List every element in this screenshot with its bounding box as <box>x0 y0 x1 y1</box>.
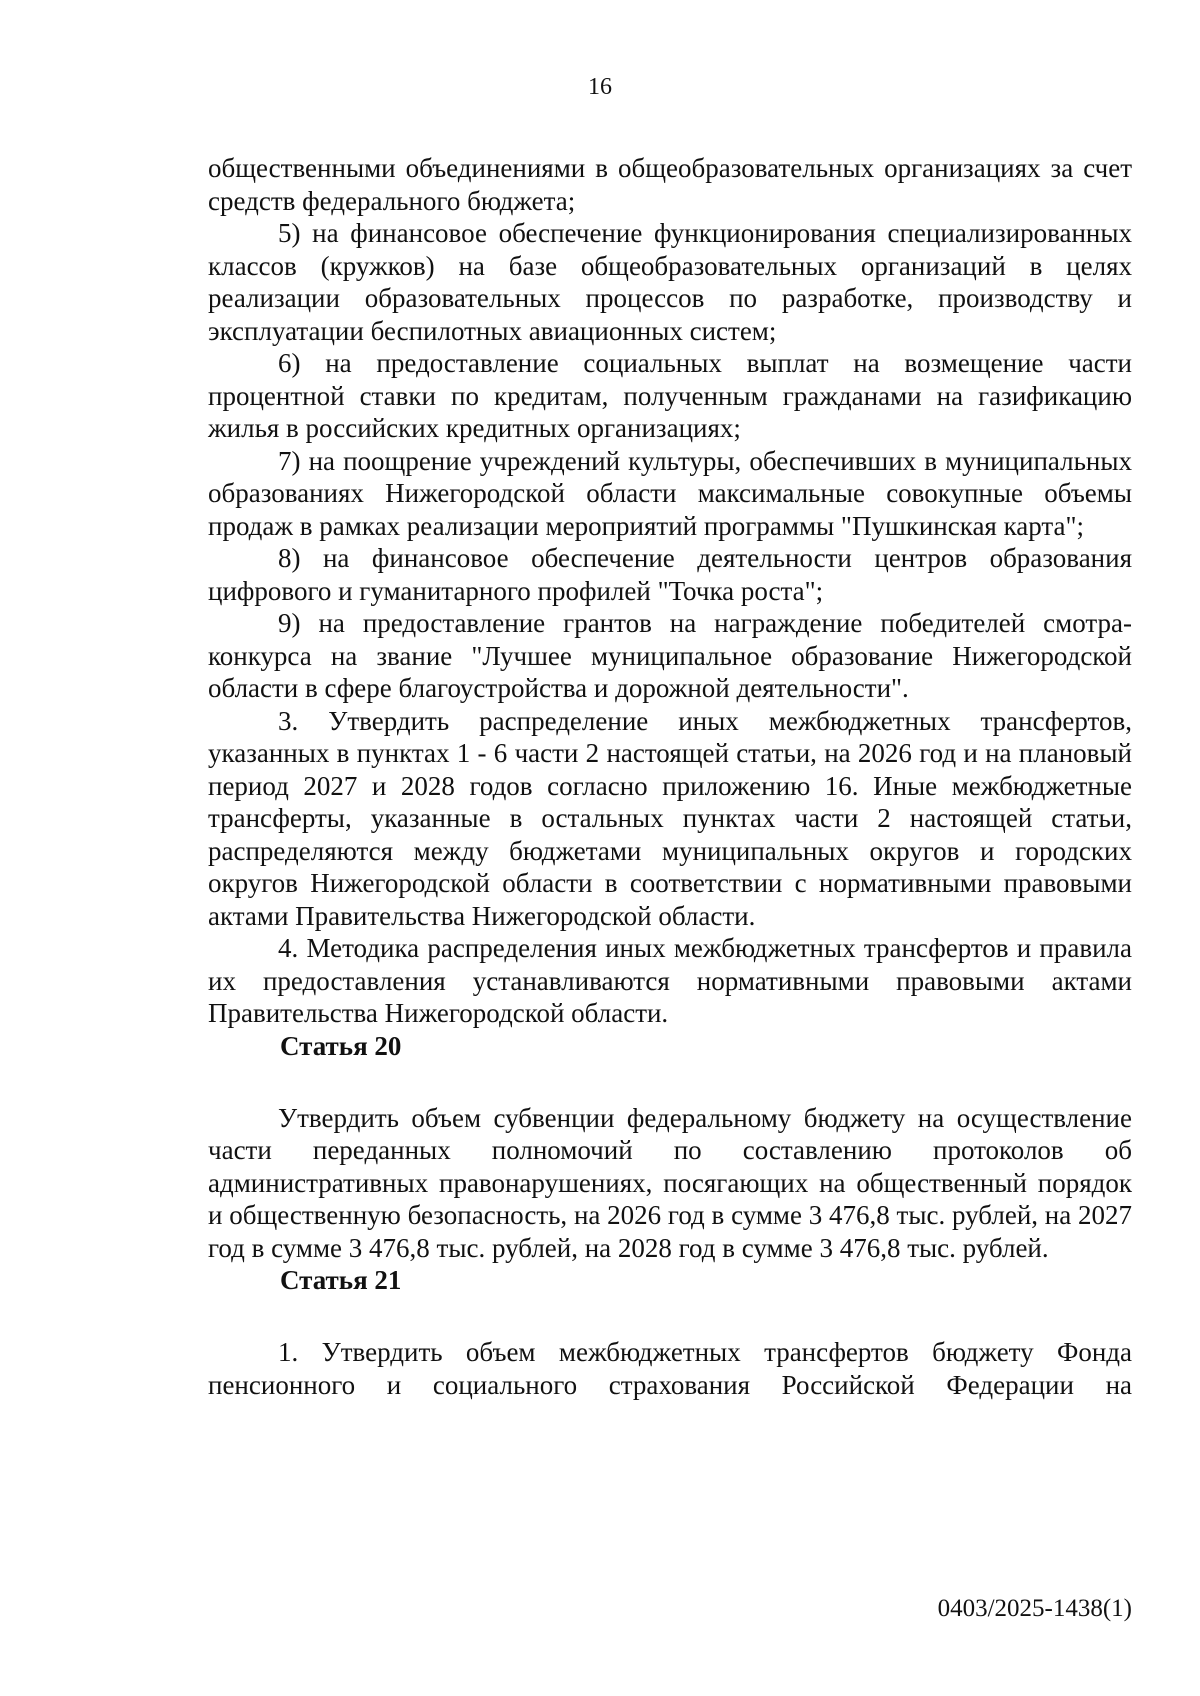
article-21-heading: Статья 21 <box>280 1265 402 1295</box>
list-item-9: 9) на предоставление грантов на награждение победителей смотра-конкурса на звание "Лучшее муниципальное образование Нижегородской области в сфере благоустройства и дорожной деятельности". <box>208 608 1132 703</box>
document-body <box>208 152 1132 1401</box>
list-item-7: 7) на поощрение учреждений культуры, обеспечивших в муниципальных образованиях Нижегородской области максимальные совокупные объемы продаж в рамках реализации мероприятий программы "Пушкинская карта"; <box>208 445 1132 541</box>
paragraph-continuation: общественными объединениями в общеобразовательных организациях за счет средств федерального бюджета; <box>208 153 1132 216</box>
article-20-text: Утвердить объем субвенции федеральному бюджету на осуществление части переданных полномочий по составлению протоколов об административных правонарушениях, посягающих на общественный порядок и общественную безопасность, на 2026 год в сумме 3 476,8 тыс. рублей, на 2027 год в сумме 3 476,8 тыс. рублей, на 2028 год в сумме 3 476,8 тыс. рублей. <box>208 1102 1132 1263</box>
list-item-8: 8) на финансовое обеспечение деятельности центров образования цифрового и гуманитарного профилей "Точка роста"; <box>208 543 1132 606</box>
list-item-6: 6) на предоставление социальных выплат на возмещение части процентной ставки по кредитам, полученным гражданами на газификацию жилья в российских кредитных организациях; <box>208 348 1132 443</box>
article-20-heading: Статья 20 <box>280 1030 402 1061</box>
clause-3: 3. Утвердить распределение иных межбюджетных трансфертов, указанных в пунктах 1 - 6 части 2 настоящей статьи, на 2026 год и на плановый период 2027 и 2028 годов согласно приложению 16. Иные межбюджетные трансферты, указанные в остальных пунктах части 2 настоящей статьи, распределяются между бюджетами муниципальных округов и городских округов Нижегородской области в соответствии с нормативными правовыми актами Правительства Нижегородской области. <box>208 705 1132 931</box>
article-21-text: 1. Утвердить объем межбюджетных трансфертов бюджету Фонда пенсионного и социального страхования Российской Федерации на <box>208 1337 1132 1400</box>
page-number: 16 <box>588 74 612 100</box>
list-item-5: 5) на финансовое обеспечение функционирования специализированных классов (кружков) на базе общеобразовательных организаций в целях реализации образовательных процессов по разработке, производству и эксплуатации беспилотных авиационных систем; <box>208 218 1132 346</box>
document-code: 0403/2025-1438(1) <box>937 1595 1132 1622</box>
clause-4: 4. Методика распределения иных межбюджетных трансфертов и правила их предоставления устанавливаются нормативными правовыми актами Правительства Нижегородской области. <box>208 933 1132 1028</box>
